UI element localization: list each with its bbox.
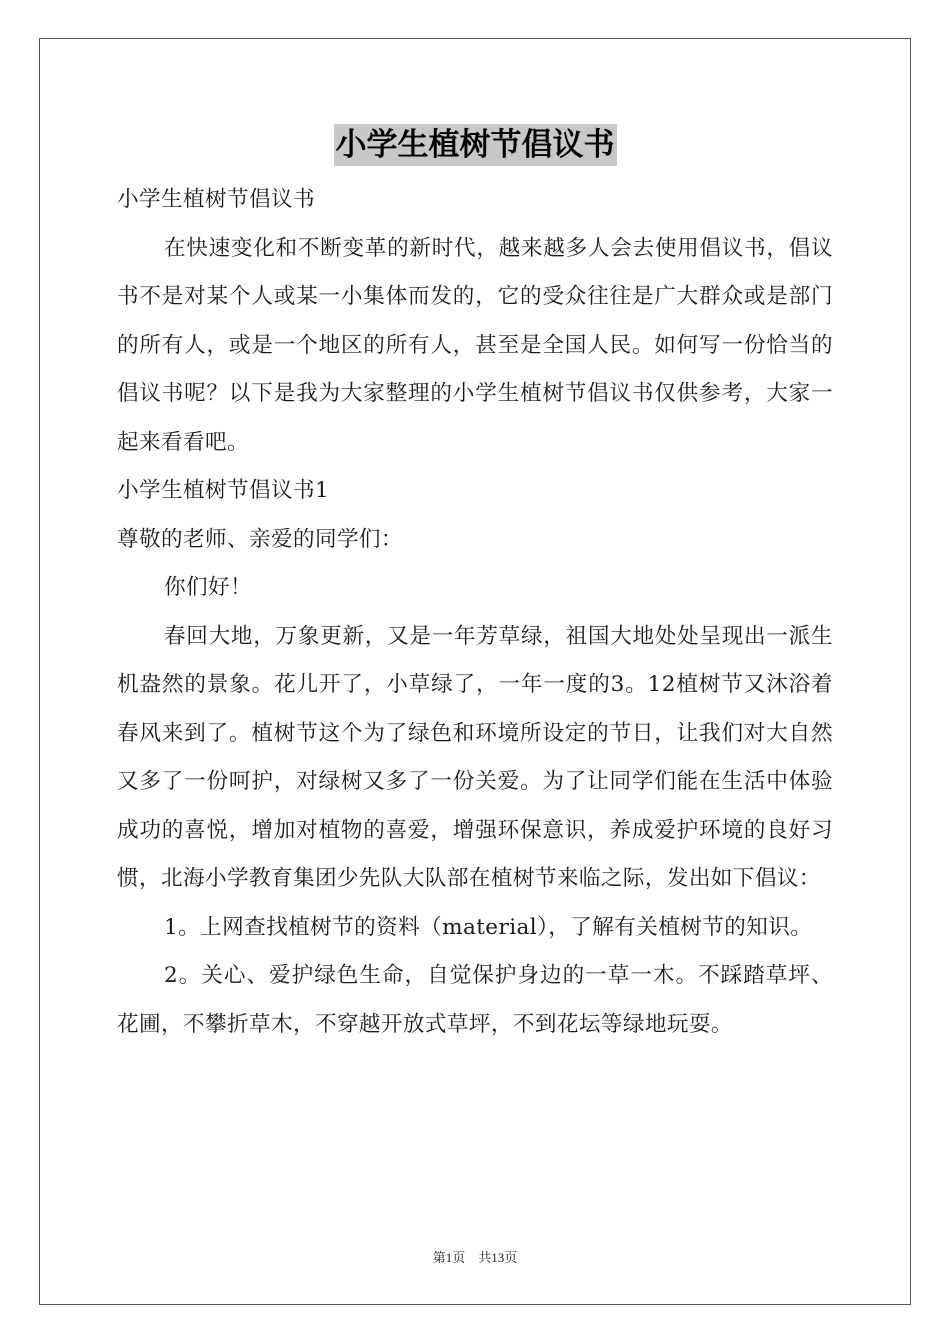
paragraph: 尊敬的老师、亲爱的同学们： bbox=[117, 526, 403, 552]
paragraph: 小学生植树节倡议书1 bbox=[117, 478, 330, 503]
title-area bbox=[0, 124, 950, 166]
page-footer bbox=[0, 1247, 950, 1266]
document-body bbox=[117, 176, 833, 1049]
document-title: 小学生植树节倡议书 bbox=[334, 124, 617, 166]
paragraph: 春回大地，万象更新，又是一年芳草绿，祖国大地处处呈现出一派生机盎然的景象。花儿开了，小草绿了，一年一度的3。12植树节又沐浴着春风来到了。植树节这个为了绿色和环境所设定的节日，让我们对大自然又多了一份呵护，对绿树又多了一份关爱。为了让同学们能在生活中体验成功的喜悦，增加对植物的喜爱，增强环保意识，养成爱护环境的良好习惯，北海小学教育集团少先队大队部在植树节来临之际，发出如下倡议： bbox=[117, 623, 833, 891]
paragraph: 在快速变化和不断变革的新时代，越来越多人会去使用倡议书，倡议书不是对某个人或某一小集体而发的，它的受众往往是广大群众或是部门的所有人，或是一个地区的所有人，甚至是全国人民。如何写一份恰当的倡议书呢？以下是我为大家整理的小学生植树节倡议书仅供参考，大家一起来看看吧。 bbox=[117, 235, 833, 455]
paragraph: 1。上网查找植树节的资料（material），了解有关植树节的知识。 bbox=[164, 914, 813, 940]
paragraph: 小学生植树节倡议书 bbox=[117, 187, 315, 212]
paragraph: 你们好！ bbox=[164, 575, 252, 600]
page-number: 第1页 共13页 bbox=[432, 1250, 518, 1265]
paragraph: 2。关心、爱护绿色生命，自觉保护身边的一草一木。不踩踏草坪、花圃，不攀折草木，不穿越开放式草坪，不到花坛等绿地玩耍。 bbox=[117, 963, 833, 1037]
